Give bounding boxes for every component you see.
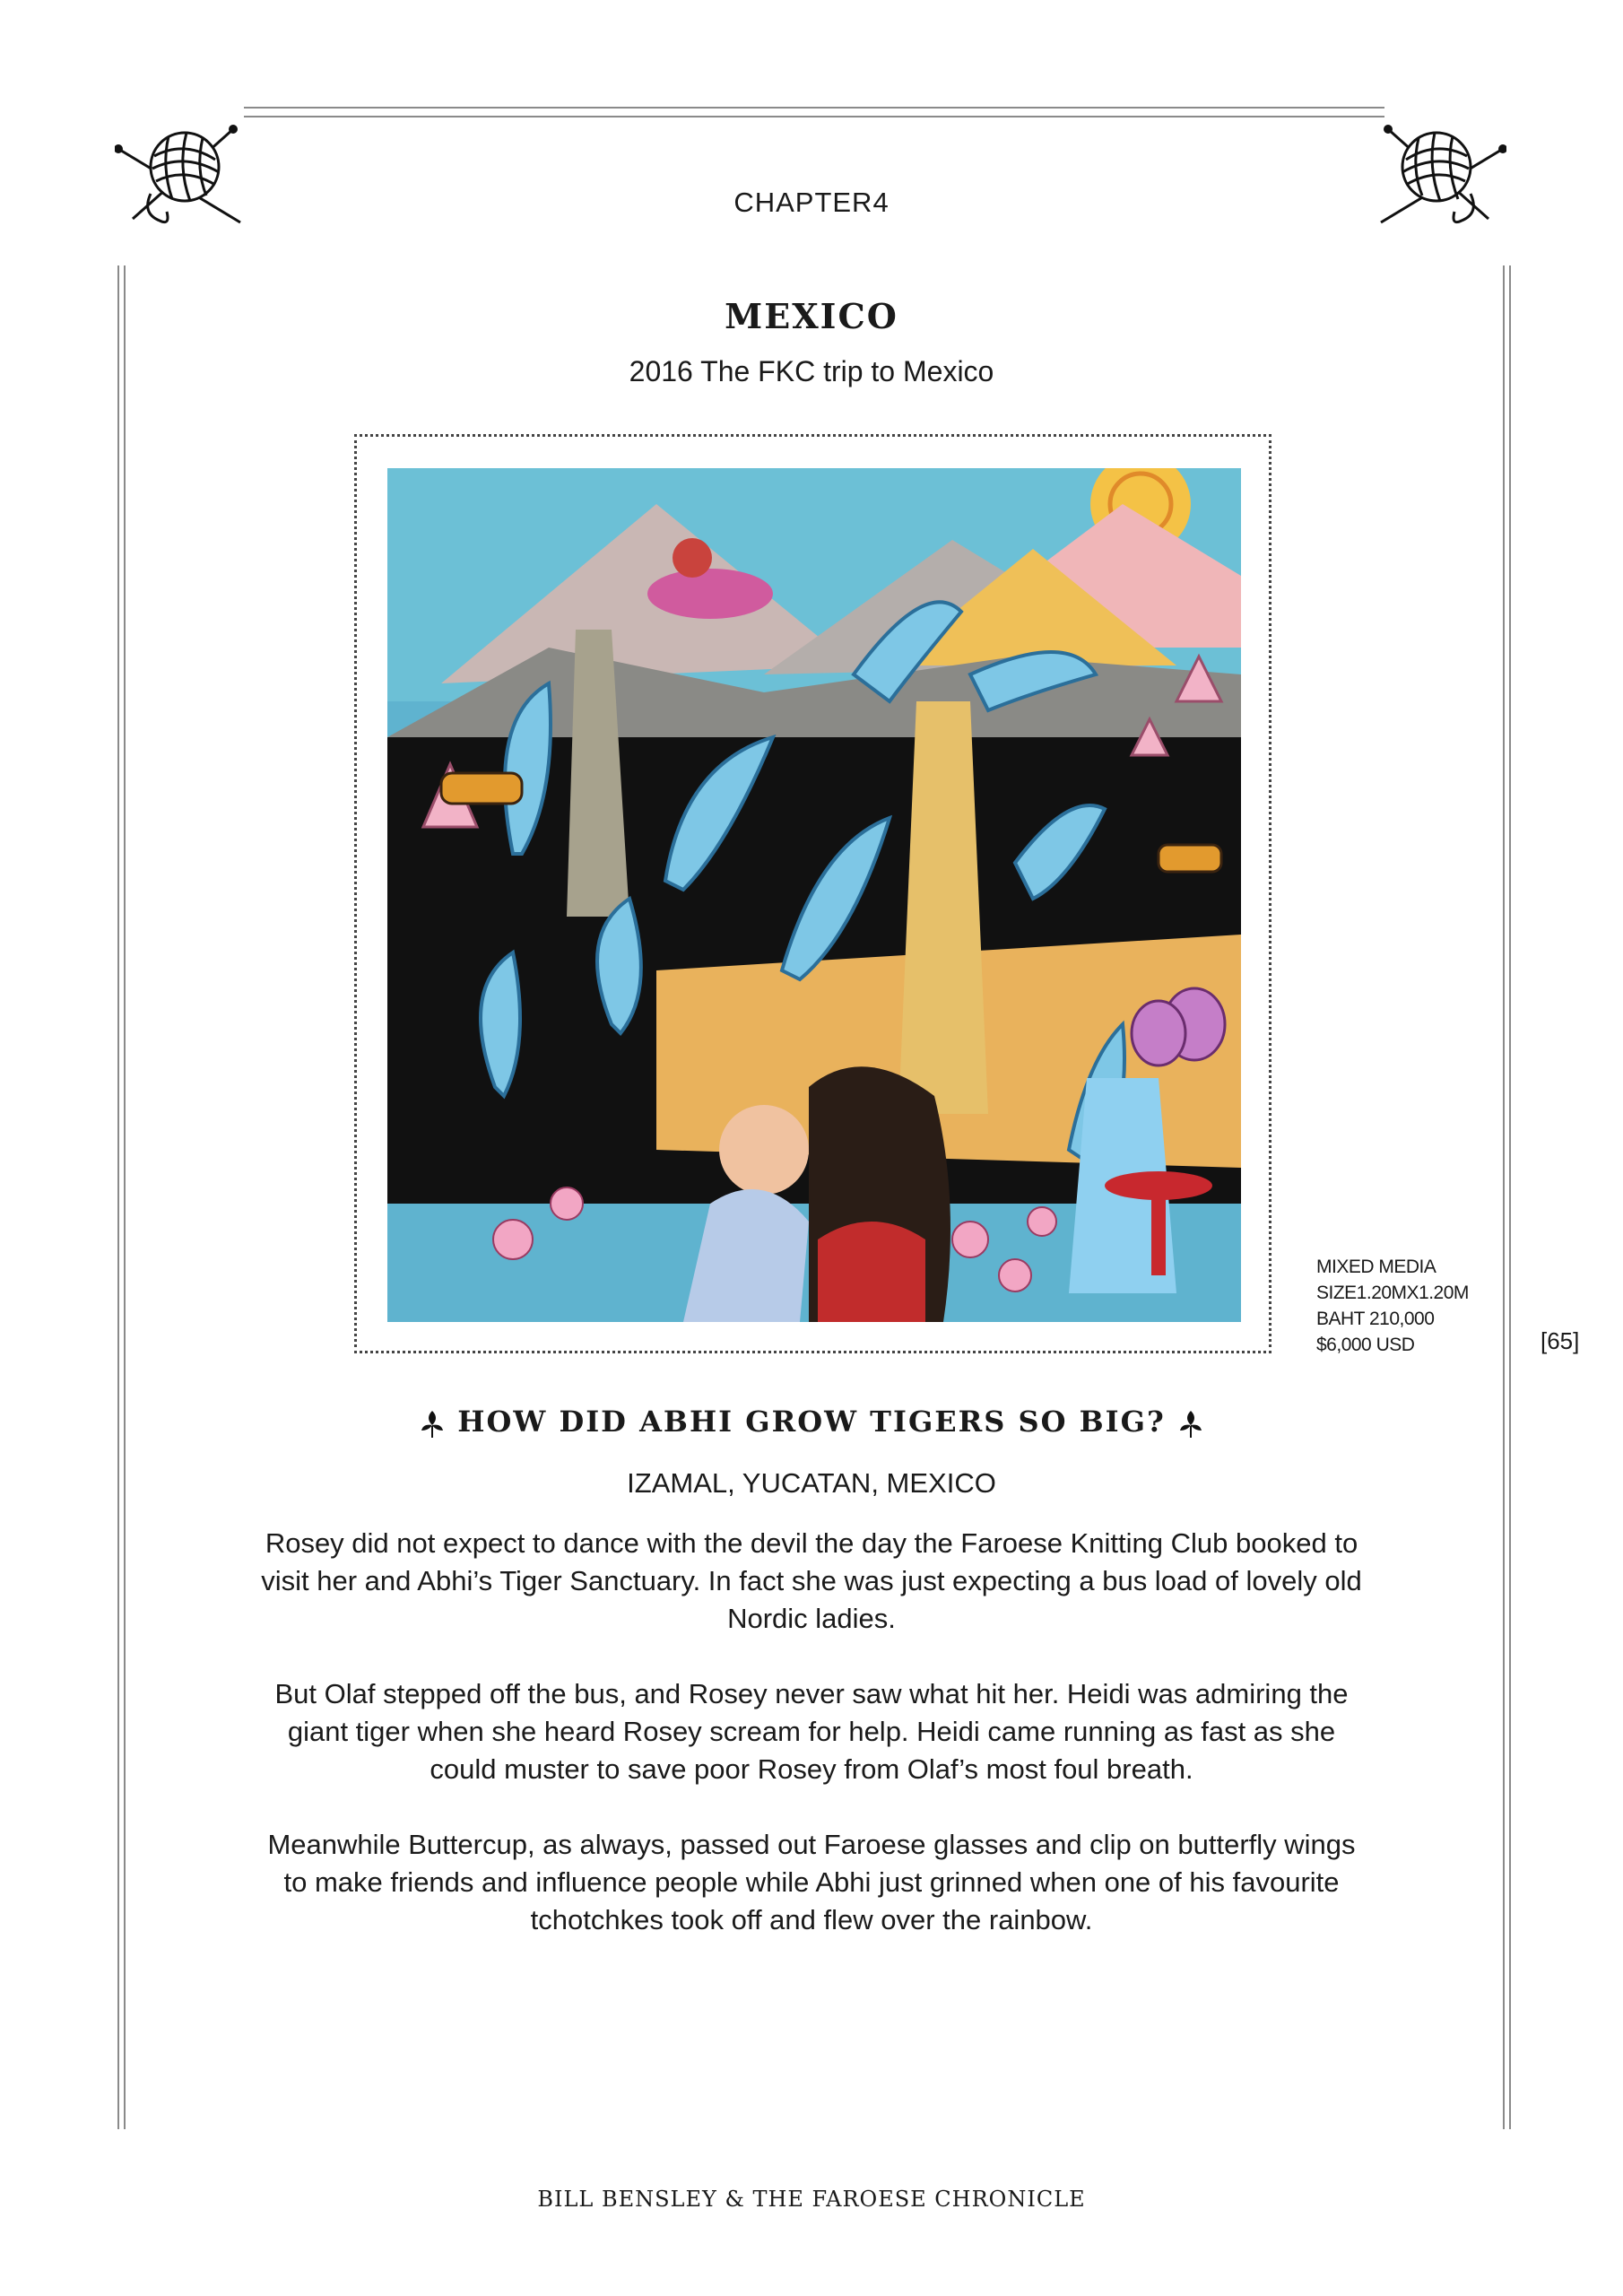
story-heading-text: HOW DID ABHI GROW TIGERS SO BIG? (457, 1405, 1166, 1439)
story-paragraph: Rosey did not expect to dance with the devil the day the Faroese Knitting Club booked to visit her and Abhi’s Tiger Sanctuary. In fact she was just expecting a bus load of lovely old Nordic ladies. (261, 1527, 1362, 1634)
artwork-price-usd: $6,000 USD (1316, 1335, 1415, 1355)
artwork-size: SIZE1.20MX1.20M (1316, 1283, 1469, 1303)
story-paragraph: But Olaf stepped off the bus, and Rosey never saw what hit her. Heidi was admiring the giant tiger when she heard Rosey scream for help. Heidi came running as fast as she could muster to save poor Rosey from Olaf’s most foul breath. (274, 1678, 1349, 1785)
painting-image (387, 468, 1241, 1322)
page-title: MEXICO (725, 296, 898, 336)
fleuron-icon (420, 1409, 445, 1439)
fleuron-icon (1178, 1409, 1203, 1439)
story-location: IZAMAL, YUCATAN, MEXICO (627, 1467, 996, 1499)
artwork-caption (1316, 1254, 1469, 1358)
chapter-label: CHAPTER4 (733, 187, 890, 218)
story-body (260, 1525, 1363, 1977)
story-heading (0, 1405, 1623, 1439)
right-border-rule (1503, 265, 1511, 2129)
top-rule (244, 107, 1384, 117)
artwork-medium: MIXED MEDIA (1316, 1257, 1436, 1277)
page-number: [65] (1541, 1327, 1580, 1354)
running-footer: BILL BENSLEY & THE FAROESE CHRONICLE (537, 2187, 1086, 2212)
story-paragraph: Meanwhile Buttercup, as always, passed out Faroese glasses and clip on butterfly wings to make friends and influence people while Abhi just grinned when one of his favourite tchotchkes took off and flew over the rainbow. (267, 1829, 1356, 1935)
page-subtitle: 2016 The FKC trip to Mexico (629, 355, 994, 387)
left-border-rule (117, 265, 126, 2129)
artwork-price-baht: BAHT 210,000 (1316, 1309, 1435, 1329)
